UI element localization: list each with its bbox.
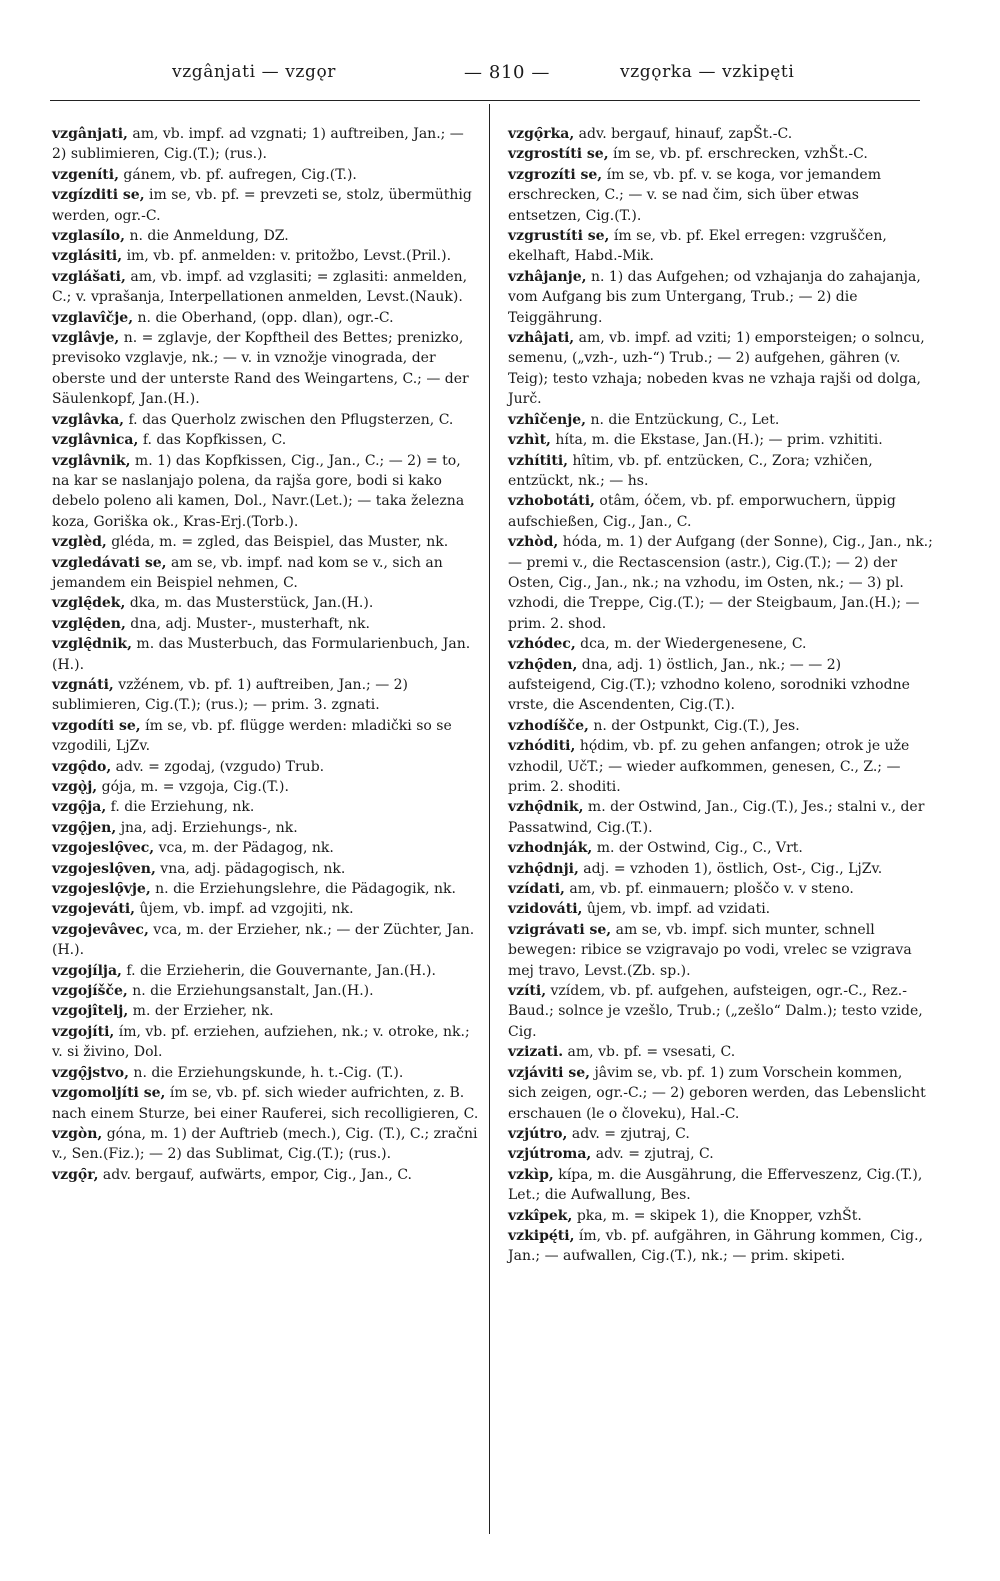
entry-headword: vzglásiti,: [52, 248, 123, 265]
entry-headword: vzhítiti,: [508, 452, 569, 469]
entry-definition: n. die Erziehungsanstalt, Jan.(H.).: [127, 983, 374, 1000]
dictionary-entry: [52, 165, 480, 185]
entry-definition: ûjem, vb. impf. ad vzidati.: [582, 901, 771, 918]
entry-definition: vca, m. der Erzieher, nk.; — der Züchter, Jan.(H.).: [52, 921, 475, 959]
dictionary-entry: [52, 614, 480, 634]
dictionary-entry: [52, 879, 480, 899]
entry-headword: vzíti,: [508, 983, 547, 1000]
left-column: [52, 124, 480, 1185]
entry-headword: vzgojílja,: [52, 962, 122, 979]
dictionary-entry: [52, 430, 480, 450]
dictionary-entry: [508, 124, 933, 144]
entry-headword: vzgòn,: [52, 1125, 103, 1142]
dictionary-entry: [52, 838, 480, 858]
entry-headword: vzglę̑den,: [52, 615, 126, 632]
entry-definition: dka, m. das Musterstück, Jan.(H.).: [125, 595, 374, 612]
entry-definition: ím se, vb. pf. erschrecken, vzhŠt.-C.: [608, 146, 868, 163]
entry-definition: pka, m. = skipek 1), die Knopper, vzhŠt.: [572, 1207, 862, 1224]
entry-definition: dna, adj. 1) östlich, Jan., nk.; — — 2) aufsteigend, Cig.(T.); vzhodno koleno, sorodniki vzhodne vrste, die Ascendenten, Cig.(T.).: [508, 656, 910, 714]
entry-headword: vzgǫ̑r,: [52, 1166, 99, 1183]
dictionary-entry: [508, 165, 933, 226]
entry-headword: vzgǫ̑jen,: [52, 819, 117, 836]
entry-headword: vzhîčenje,: [508, 411, 587, 428]
entry-headword: vzgǫ̑ja,: [52, 799, 107, 816]
entry-headword: vzizati.: [508, 1044, 564, 1061]
entry-headword: vzglavîčje,: [52, 309, 134, 326]
entry-headword: vzgojíšče,: [52, 983, 128, 1000]
entry-definition: adv. = zjutraj, C.: [567, 1125, 690, 1142]
entry-headword: vzhǫ̑dnik,: [508, 799, 584, 816]
entry-definition: adv. bergauf, hinauf, zapŠt.-C.: [574, 126, 793, 142]
entry-headword: vzgomoljíti se,: [52, 1085, 166, 1102]
dictionary-entry: [52, 757, 480, 777]
entry-definition: n. die Entzückung, C., Let.: [586, 411, 780, 428]
entry-headword: vzglèd,: [52, 534, 107, 551]
dictionary-entry: [52, 1083, 480, 1124]
dictionary-entry: [508, 328, 933, 410]
entry-definition: kípa, m. die Ausgährung, die Efferveszenz, Cig.(T.), Let.; die Aufwallung, Bes.: [508, 1166, 923, 1204]
dictionary-entry: [52, 328, 480, 410]
entry-definition: vzídem, vb. pf. aufgehen, aufsteigen, ogr.-C., Rez.-Baud.; solnce je vzešlo, Trub.; („zešlo“ Dalm.); testo vzide, Cig.: [508, 983, 923, 1040]
dictionary-entry: [52, 716, 480, 757]
entry-definition: f. das Querholz zwischen den Pflugsterzen, C.: [124, 411, 454, 428]
entry-definition: m. 1) das Kopfkissen, Cig., Jan., C.; — 2) = to, na kar se naslanjajo polena, da rajša gore, bodi si kako debelo poleno ali kamen, Dol., Navr.(Let.); — taka železna koza, Goriška ok., Kras-Erj.(Torb.).: [52, 452, 465, 530]
dictionary-entry: [508, 981, 933, 1042]
dictionary-entry: [508, 226, 933, 267]
entry-headword: vzgǫ̑rka,: [508, 126, 575, 142]
dictionary-entry: [52, 267, 480, 308]
entry-headword: vzhobotáti,: [508, 493, 595, 510]
entry-definition: vca, m. der Pädagog, nk.: [154, 840, 334, 857]
dictionary-entry: [52, 634, 480, 675]
entry-headword: vzjútroma,: [508, 1146, 592, 1163]
dictionary-entry: [508, 1165, 933, 1206]
entry-headword: vzglâvnik,: [52, 452, 131, 469]
entry-headword: vzgǫ̑do,: [52, 758, 112, 775]
dictionary-entry: [508, 451, 933, 492]
entry-headword: vzglę̑dek,: [52, 595, 126, 612]
entry-definition: ím se, vb. pf. v. se koga, vor jemandem erschrecken, C.; — v. se nad čim, sich über etwas entsetzen, Cig.(T.).: [508, 166, 881, 224]
entry-definition: híta, m. die Ekstase, Jan.(H.); — prim. vzhititi.: [550, 432, 883, 449]
entry-definition: gója, m. = vzgoja, Cig.(T.).: [97, 779, 289, 795]
entry-definition: f. das Kopfkissen, C.: [138, 432, 287, 449]
dictionary-entry: [508, 1206, 933, 1226]
entry-headword: vzgeníti,: [52, 166, 119, 183]
dictionary-entry: [508, 899, 933, 919]
entry-headword: vzgrustíti se,: [508, 228, 610, 245]
dictionary-entry: [52, 859, 480, 879]
entry-headword: vzídati,: [508, 881, 565, 898]
dictionary-entry: [508, 491, 933, 532]
entry-definition: góna, m. 1) der Auftrieb (mech.), Cig. (T.), C.; zračni v., Sen.(Fiz.); — 2) das Sublimat, Cig.(T.); (rus.).: [52, 1125, 478, 1163]
entry-definition: ím, vb. pf. aufgähren, in Gährung kommen, Cig., Jan.; — aufwallen, Cig.(T.), nk.; — prim. skipeti.: [508, 1227, 923, 1265]
entry-definition: adv. bergauf, aufwärts, empor, Cig., Jan., C.: [98, 1166, 412, 1183]
entry-headword: vzgojevâvec,: [52, 921, 149, 938]
entry-definition: im se, vb. pf. = prevzeti se, stolz, übermüthig werden, ogr.-C.: [52, 187, 472, 224]
entry-definition: adv. = zgodaj, (vzgudo) Trub.: [111, 758, 325, 775]
dictionary-entry: [508, 920, 933, 981]
dictionary-entry: [52, 899, 480, 919]
dictionary-entry: [508, 1042, 933, 1062]
dictionary-entry: [508, 1124, 933, 1144]
dictionary-entry: [52, 532, 480, 552]
header-rule: [50, 100, 920, 101]
entry-definition: f. die Erzieherin, die Gouvernante, Jan.(H.).: [121, 962, 436, 979]
entry-definition: gánem, vb. pf. aufregen, Cig.(T.).: [118, 166, 357, 183]
entry-definition: am, vb. pf. = vsesati, C.: [563, 1044, 736, 1061]
entry-definition: dca, m. der Wiedergenesene, C.: [575, 636, 807, 653]
dictionary-entry: [508, 144, 933, 164]
dictionary-entry: [52, 553, 480, 594]
dictionary-entry: [52, 451, 480, 533]
entry-headword: vzhâjati,: [508, 330, 575, 347]
right-column: [508, 124, 933, 1267]
entry-headword: vzgrozíti se,: [508, 166, 603, 183]
entry-definition: m. der Erzieher, nk.: [128, 1003, 274, 1020]
entry-definition: am, vb. impf. ad vzgnati; 1) auftreiben, Jan.; — 2) sublimieren, Cig.(T.); (rus.).: [52, 126, 464, 163]
entry-headword: vzglâvje,: [52, 330, 120, 347]
dictionary-entry: [508, 430, 933, 450]
entry-definition: hîtim, vb. pf. entzücken, C., Zora; vzhičen, entzückt, nk.; — hs.: [508, 452, 873, 489]
dictionary-entry: [52, 981, 480, 1001]
entry-definition: gléda, m. = zgled, das Beispiel, das Muster, nk.: [106, 534, 449, 551]
dictionary-entry: [52, 818, 480, 838]
running-header: [172, 62, 910, 86]
entry-definition: f. die Erziehung, nk.: [106, 799, 255, 816]
dictionary-entry: [52, 797, 480, 817]
dictionary-entry: [508, 879, 933, 899]
entry-definition: ûjem, vb. impf. ad vzgojiti, nk.: [135, 901, 354, 918]
dictionary-entry: [508, 655, 933, 716]
dictionary-entry: [52, 961, 480, 981]
entry-definition: otâm, óčem, vb. pf. emporwuchern, üppig aufschießen, Cig., Jan., C.: [508, 493, 896, 530]
entry-headword: vzgodíti se,: [52, 717, 141, 734]
entry-definition: am se, vb. impf. sich munter, schnell bewegen: ribice se vzigravajo po vodi, vrelec se vzigrava mej travo, Levst.(Zb. sp.).: [508, 921, 912, 979]
entry-definition: jna, adj. Erziehungs-, nk.: [116, 819, 298, 836]
entry-definition: n. die Erziehungslehre, die Pädagogik, nk.: [150, 881, 456, 898]
entry-headword: vzhâjanje,: [508, 268, 587, 285]
entry-headword: vzhǫ̑dnji,: [508, 860, 579, 877]
header-right-guideword: vzgǫrka — vzkipęti: [620, 62, 795, 82]
entry-headword: vzgízditi se,: [52, 187, 145, 204]
header-left-guideword: vzgânjati — vzgǫr: [172, 62, 337, 82]
dictionary-entry: [508, 859, 933, 879]
entry-definition: n. = zglavje, der Kopftheil des Bettes; prenizko, previsoko vzglavje, nk.; — v. in vznožje vinograda, der oberste und der unterste Rand des Weingartens, C.; — der Säulenkopf, Jan.(H.).: [52, 330, 469, 408]
dictionary-entry: [508, 532, 933, 634]
entry-definition: am, vb. impf. ad vzglasiti; = zglasiti: anmelden, C.; v. vprašanja, Interpellationen anmelden, Levst.(Nauk).: [52, 268, 468, 306]
entry-headword: vzhodíšče,: [508, 717, 589, 734]
entry-definition: vzžénem, vb. pf. 1) auftreiben, Jan.; — 2) sublimieren, Cig.(T.); (rus.); — prim. 3. zgnati.: [52, 676, 409, 714]
entry-definition: im, vb. pf. anmelden: v. pritožbo, Levst.(Pril.).: [122, 248, 452, 265]
entry-headword: vzhǫ̑den,: [508, 656, 578, 673]
entry-headword: vzgojeslǫ̑vec,: [52, 840, 155, 857]
entry-headword: vzhòd,: [508, 534, 559, 551]
entry-headword: vzjútro,: [508, 1125, 568, 1142]
entry-headword: vzigrávati se,: [508, 921, 612, 938]
dictionary-entry: [52, 1001, 480, 1021]
dictionary-entry: [52, 1063, 480, 1083]
entry-headword: vzglâvnica,: [52, 432, 139, 449]
dictionary-entry: [508, 716, 933, 736]
entry-definition: n. 1) das Aufgehen; od vzhajanja do zahajanja, vom Aufgang bis zum Untergang, Trub.; — 2) die Teiggährung.: [508, 268, 921, 326]
entry-headword: vzjáviti se,: [508, 1064, 590, 1081]
dictionary-entry: [508, 1144, 933, 1164]
entry-headword: vzgnáti,: [52, 676, 114, 693]
entry-definition: am se, vb. impf. nad kom se v., sich an jemandem ein Beispiel nehmen, C.: [52, 554, 443, 591]
entry-headword: vzgojeváti,: [52, 901, 136, 918]
entry-definition: m. der Ostwind, Cig., C., Vrt.: [592, 840, 803, 857]
entry-definition: vna, adj. pädagogisch, nk.: [155, 860, 346, 877]
entry-definition: adv. = zjutraj, C.: [591, 1146, 714, 1163]
entry-definition: ím se, vb. pf. flügge werden: mladički so se vzgodili, LjZv.: [52, 717, 452, 755]
entry-definition: hǫ́dim, vb. pf. zu gehen anfangen; otrok je uže vzhodil, UčT.; — wieder aufkommen, genesen, C., Z.; — prim. 2. shoditi.: [508, 738, 910, 795]
entry-headword: vzgojeslǫ̑vje,: [52, 881, 151, 898]
dictionary-entry: [52, 1124, 480, 1165]
dictionary-entry: [508, 838, 933, 858]
entry-headword: vzhódec,: [508, 636, 576, 653]
dictionary-entry: [508, 1226, 933, 1267]
entry-headword: vzglâvka,: [52, 411, 125, 428]
dictionary-entry: [508, 736, 933, 797]
dictionary-entry: [52, 777, 480, 797]
page-number: — 810 —: [464, 62, 550, 83]
dictionary-entry: [52, 246, 480, 266]
entry-headword: vzgǫ̑jstvo,: [52, 1064, 129, 1081]
entry-definition: hóda, m. 1) der Aufgang (der Sonne), Cig., Jan., nk.; — premi v., die Rectascension (astr.), Cig.(T.); — 2) der Osten, Cig., Jan., nk.; na vzhodu, im Osten, nk.; — 3) pl. vzhodi, die Treppe, Cig.(T.); — der Steigbaum, Jan.(H.); — prim. 2. shod.: [508, 534, 933, 632]
entry-headword: vzglášati,: [52, 268, 126, 285]
entry-definition: ím, vb. pf. erziehen, aufziehen, nk.; v. otroke, nk.; v. si živino, Dol.: [52, 1023, 470, 1061]
entry-headword: vzkìp,: [508, 1166, 554, 1183]
entry-definition: am, vb. pf. einmauern; ploščo v. v steno.: [564, 881, 854, 898]
dictionary-entry: [508, 267, 933, 328]
dictionary-entry: [52, 185, 480, 226]
entry-headword: vzgrostíti se,: [508, 146, 609, 163]
entry-headword: vzkipę́ti,: [508, 1227, 575, 1244]
entry-headword: vzgojeslǫ̑ven,: [52, 860, 156, 877]
dictionary-entry: [52, 675, 480, 716]
dictionary-entry: [52, 920, 480, 961]
dictionary-entry: [52, 226, 480, 246]
entry-headword: vzglasílo,: [52, 228, 125, 245]
entry-definition: m. das Musterbuch, das Formularienbuch, Jan.(H.).: [52, 636, 471, 673]
dictionary-entry: [508, 797, 933, 838]
entry-definition: n. die Anmeldung, DZ.: [125, 228, 289, 245]
dictionary-entry: [52, 1022, 480, 1063]
entry-definition: adj. = vzhoden 1), östlich, Ost-, Cig., LjZv.: [578, 860, 883, 877]
dictionary-entry: [52, 124, 480, 165]
entry-headword: vzgânjati,: [52, 126, 128, 142]
dictionary-entry: [52, 410, 480, 430]
dictionary-entry: [52, 308, 480, 328]
entry-headword: vzidováti,: [508, 901, 583, 918]
dictionary-entry: [508, 634, 933, 654]
entry-definition: n. die Oberhand, (opp. dlan), ogr.-C.: [133, 309, 394, 326]
entry-definition: n. der Ostpunkt, Cig.(T.), Jes.: [588, 717, 800, 734]
entry-definition: jâvim se, vb. pf. 1) zum Vorschein kommen, sich zeigen, ogr.-C.; — 2) geboren werden, das Lebenslicht erschauen (le o človeku), Hal.-C.: [508, 1064, 926, 1122]
entry-headword: vzgǫ̀j,: [52, 779, 98, 795]
entry-definition: ím se, vb. pf. sich wieder aufrichten, z. B. nach einem Sturze, bei einer Rauferei, sich recolligieren, C.: [52, 1085, 479, 1122]
entry-headword: vzkîpek,: [508, 1207, 573, 1224]
dictionary-entry: [52, 1165, 480, 1185]
dictionary-entry: [508, 1063, 933, 1124]
entry-definition: m. der Ostwind, Jan., Cig.(T.), Jes.; stalni v., der Passatwind, Cig.(T.).: [508, 799, 925, 836]
entry-headword: vzgojíti,: [52, 1023, 115, 1040]
entry-headword: vzhóditi,: [508, 738, 576, 755]
entry-definition: dna, adj. Muster-, musterhaft, nk.: [125, 615, 370, 632]
dictionary-entry: [52, 593, 480, 613]
entry-definition: am, vb. impf. ad vziti; 1) emporsteigen; o solncu, semenu, („vzh-, uzh-“) Trub.; — 2) aufgehen, gähren (v. Teig); testo vzhaja; nobeden kvas ne vzhaja rajši od dolga, Jurč.: [508, 330, 925, 408]
entry-headword: vzglę̑dnik,: [52, 636, 132, 653]
column-divider: [489, 104, 490, 1534]
entry-headword: vzhodnják,: [508, 840, 593, 857]
entry-headword: vzgledávati se,: [52, 554, 167, 571]
entry-headword: vzhìt,: [508, 432, 551, 449]
entry-definition: ím se, vb. pf. Ekel erregen: vzgruščen, ekelhaft, Habd.-Mik.: [508, 228, 887, 265]
entry-headword: vzgojîtelj,: [52, 1003, 129, 1020]
dictionary-entry: [508, 410, 933, 430]
entry-definition: n. die Erziehungskunde, h. t.-Cig. (T.).: [128, 1064, 404, 1081]
